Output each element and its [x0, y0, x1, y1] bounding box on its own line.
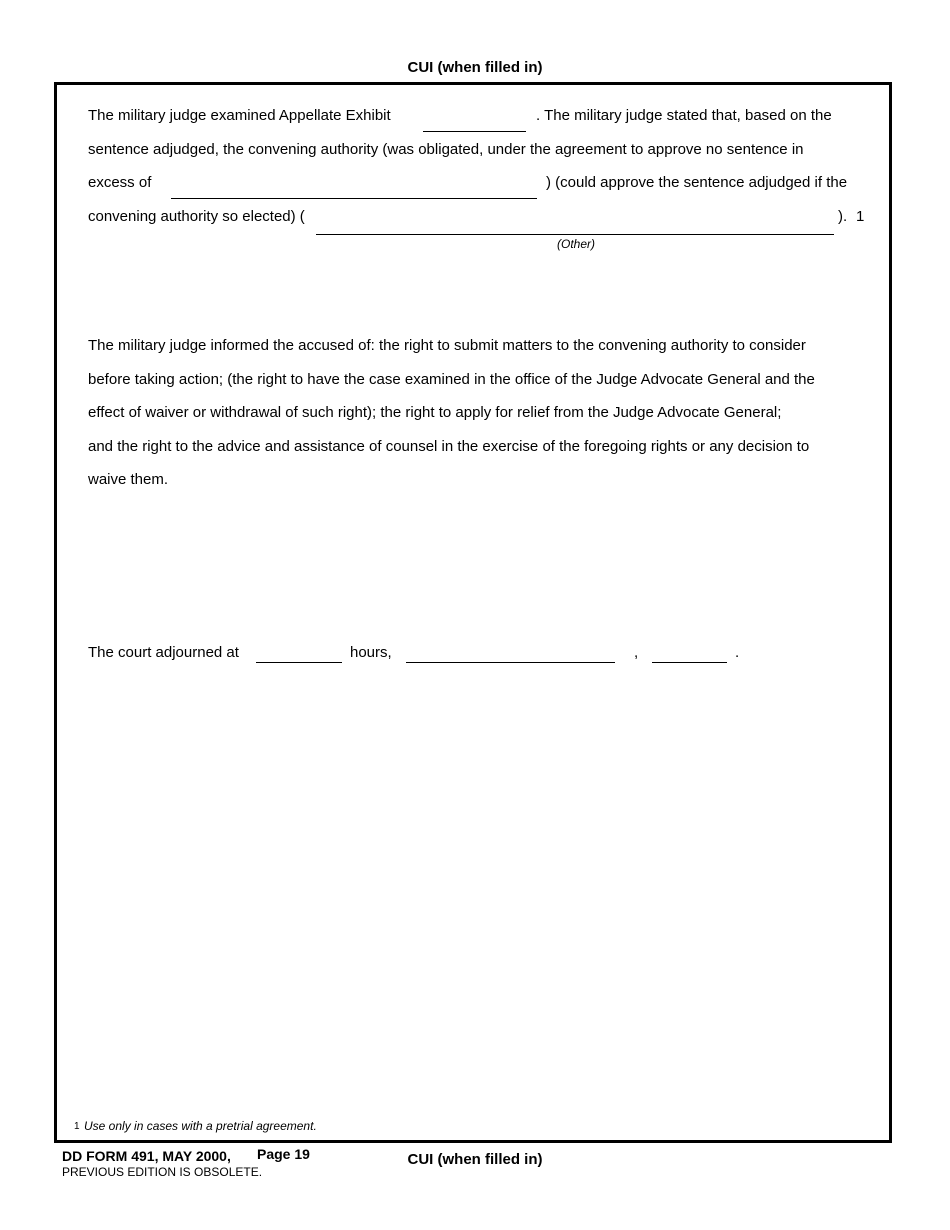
footnote-number: 1 — [74, 1121, 80, 1132]
section1-line4-a: convening authority so elected) ( — [88, 208, 305, 225]
hours-text: hours, — [350, 644, 392, 661]
adjourned-year-field[interactable] — [652, 662, 727, 663]
section1-line1-b: . The military judge stated that, based on the — [536, 107, 832, 124]
section2-line2: before taking action; (the right to have the case examined in the office of the Judge Advocate General and the — [88, 371, 815, 388]
footer-cui-marking: CUI (when filled in) — [407, 1151, 543, 1168]
footnote-reference: 1 — [856, 208, 865, 225]
section1-line3-b: ) (could approve the sentence adjudged if the — [546, 174, 848, 191]
section1-line3-a: excess of — [88, 174, 152, 191]
other-field[interactable] — [316, 234, 834, 235]
section1-line4-b: ). — [838, 208, 848, 225]
form-frame — [54, 82, 892, 1143]
page-number: Page 19 — [257, 1146, 310, 1162]
other-caption: (Other) — [557, 237, 596, 251]
adjourned-date-field[interactable] — [406, 662, 615, 663]
footnote-text: Use only in cases with a pretrial agreement. — [84, 1119, 317, 1133]
edition-note: PREVIOUS EDITION IS OBSOLETE. — [62, 1165, 263, 1179]
form-id: DD FORM 491, MAY 2000, — [62, 1148, 231, 1164]
section2-line4: and the right to the advice and assistance of counsel in the exercise of the foregoing rights or any decision to — [88, 438, 810, 455]
section2-line5: waive them. — [88, 471, 169, 488]
adjourned-text: The court adjourned at — [88, 644, 239, 661]
header-cui-marking: CUI (when filled in) — [407, 59, 543, 76]
section1-line2: sentence adjudged, the convening authority (was obligated, under the agreement to approve no sentence in — [88, 141, 804, 158]
section1-line1-a: The military judge examined Appellate Exhibit — [88, 107, 391, 124]
appellate-exhibit-field[interactable] — [423, 131, 526, 132]
excess-of-field[interactable] — [171, 198, 537, 199]
section2-line3: effect of waiver or withdrawal of such right); the right to apply for relief from the Judge Advocate General; — [88, 404, 782, 421]
adjourned-time-field[interactable] — [256, 662, 342, 663]
sentence-period: . — [735, 644, 740, 661]
section2-line1: The military judge informed the accused of: the right to submit matters to the convening authority to consider — [88, 337, 806, 354]
date-comma: , — [634, 644, 639, 661]
